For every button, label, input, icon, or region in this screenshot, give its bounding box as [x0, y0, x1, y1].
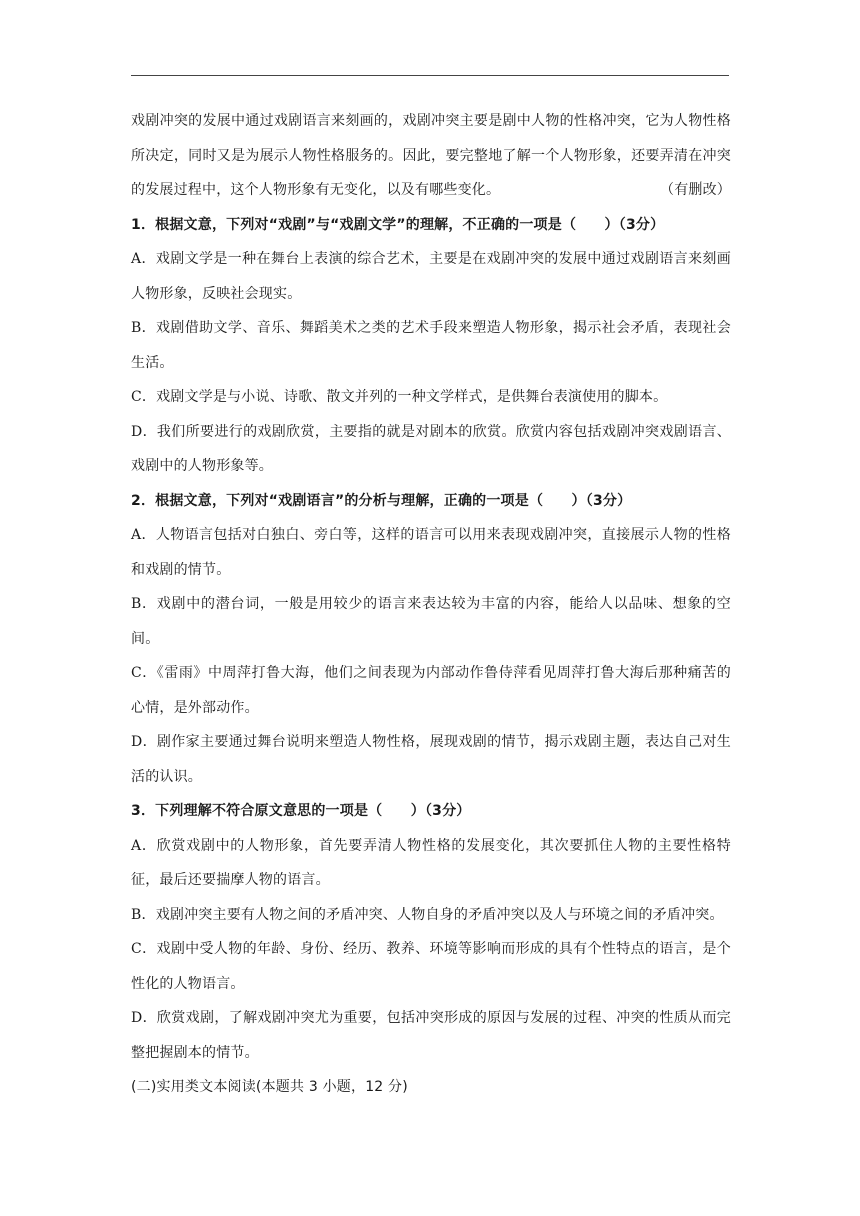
option-c: C．《雷雨》中周萍打鲁大海，他们之间表现为内部动作鲁侍萍看见周萍打鲁大海后那种痛苦的心情，是外部动作。 [131, 665, 731, 716]
question-1 [131, 208, 731, 484]
question-stem: 2．根据文意，下列对“戏剧语言”的分析与理解，正确的一项是（ ）（3分） [131, 492, 632, 509]
option-d: D．欣赏戏剧，了解戏剧冲突尤为重要，包括冲突形成的原因与发展的过程、冲突的性质从而完整把握剧本的情节。 [131, 1010, 731, 1061]
option-d: D．剧作家主要通过舞台说明来塑造人物性格，展现戏剧的情节，揭示戏剧主题，表达自己对生活的认识。 [131, 734, 731, 785]
option-c: C．戏剧文学是与小说、诗歌、散文并列的一种文学样式，是供舞台表演使用的脚本。 [131, 389, 668, 405]
question-2 [131, 484, 731, 795]
option-a: A．欣赏戏剧中的人物形象，首先要弄清人物性格的发展变化，其次要抓住人物的主要性格特征，最后还要揣摩人物的语言。 [131, 837, 731, 888]
document-page [131, 104, 731, 1105]
option-b: B．戏剧中的潜台词，一般是用较少的语言来表达较为丰富的内容，能给人以品味、想象的空间。 [131, 596, 731, 647]
source-note: （有删改） [660, 182, 731, 198]
intro-paragraph [131, 104, 731, 208]
option-c: C．戏剧中受人物的年龄、身份、经历、教养、环境等影响而形成的具有个性特点的语言，是个性化的人物语言。 [131, 941, 731, 992]
question-stem: 1．根据文意，下列对“戏剧”与“戏剧文学”的理解，不正确的一项是（ ）（3分） [131, 216, 665, 233]
option-b: B．戏剧借助文学、音乐、舞蹈美术之类的艺术手段来塑造人物形象，揭示社会矛盾，表现社会生活。 [131, 320, 731, 371]
question-stem: 3．下列理解不符合原文意思的一项是（ ）（3分） [131, 803, 471, 819]
option-d: D．我们所要进行的戏剧欣赏，主要指的就是对剧本的欣赏。欣赏内容包括戏剧冲突戏剧语言、戏剧中的人物形象等。 [131, 423, 731, 474]
intro-text: 戏剧冲突的发展中通过戏剧语言来刻画的，戏剧冲突主要是剧中人物的性格冲突，它为人物性格所决定，同时又是为展示人物性格服务的。因此，要完整地了解一个人物形象，还要弄清在冲突的发展过程中，这个人物形象有无变化，以及有哪些变化。 [131, 113, 731, 198]
option-a: A．戏剧文学是一种在舞台上表演的综合艺术，主要是在戏剧冲突的发展中通过戏剧语言来刻画人物形象，反映社会现实。 [131, 251, 731, 302]
question-3 [131, 794, 731, 1070]
section-heading: (二)实用类文本阅读(本题共 3 小题，12 分) [131, 1079, 408, 1095]
header-rule [131, 75, 729, 76]
option-b: B．戏剧冲突主要有人物之间的矛盾冲突、人物自身的矛盾冲突以及人与环境之间的矛盾冲突。 [131, 906, 724, 923]
option-a: A．人物语言包括对白独白、旁白等，这样的语言可以用来表现戏剧冲突，直接展示人物的性格和戏剧的情节。 [131, 527, 731, 578]
